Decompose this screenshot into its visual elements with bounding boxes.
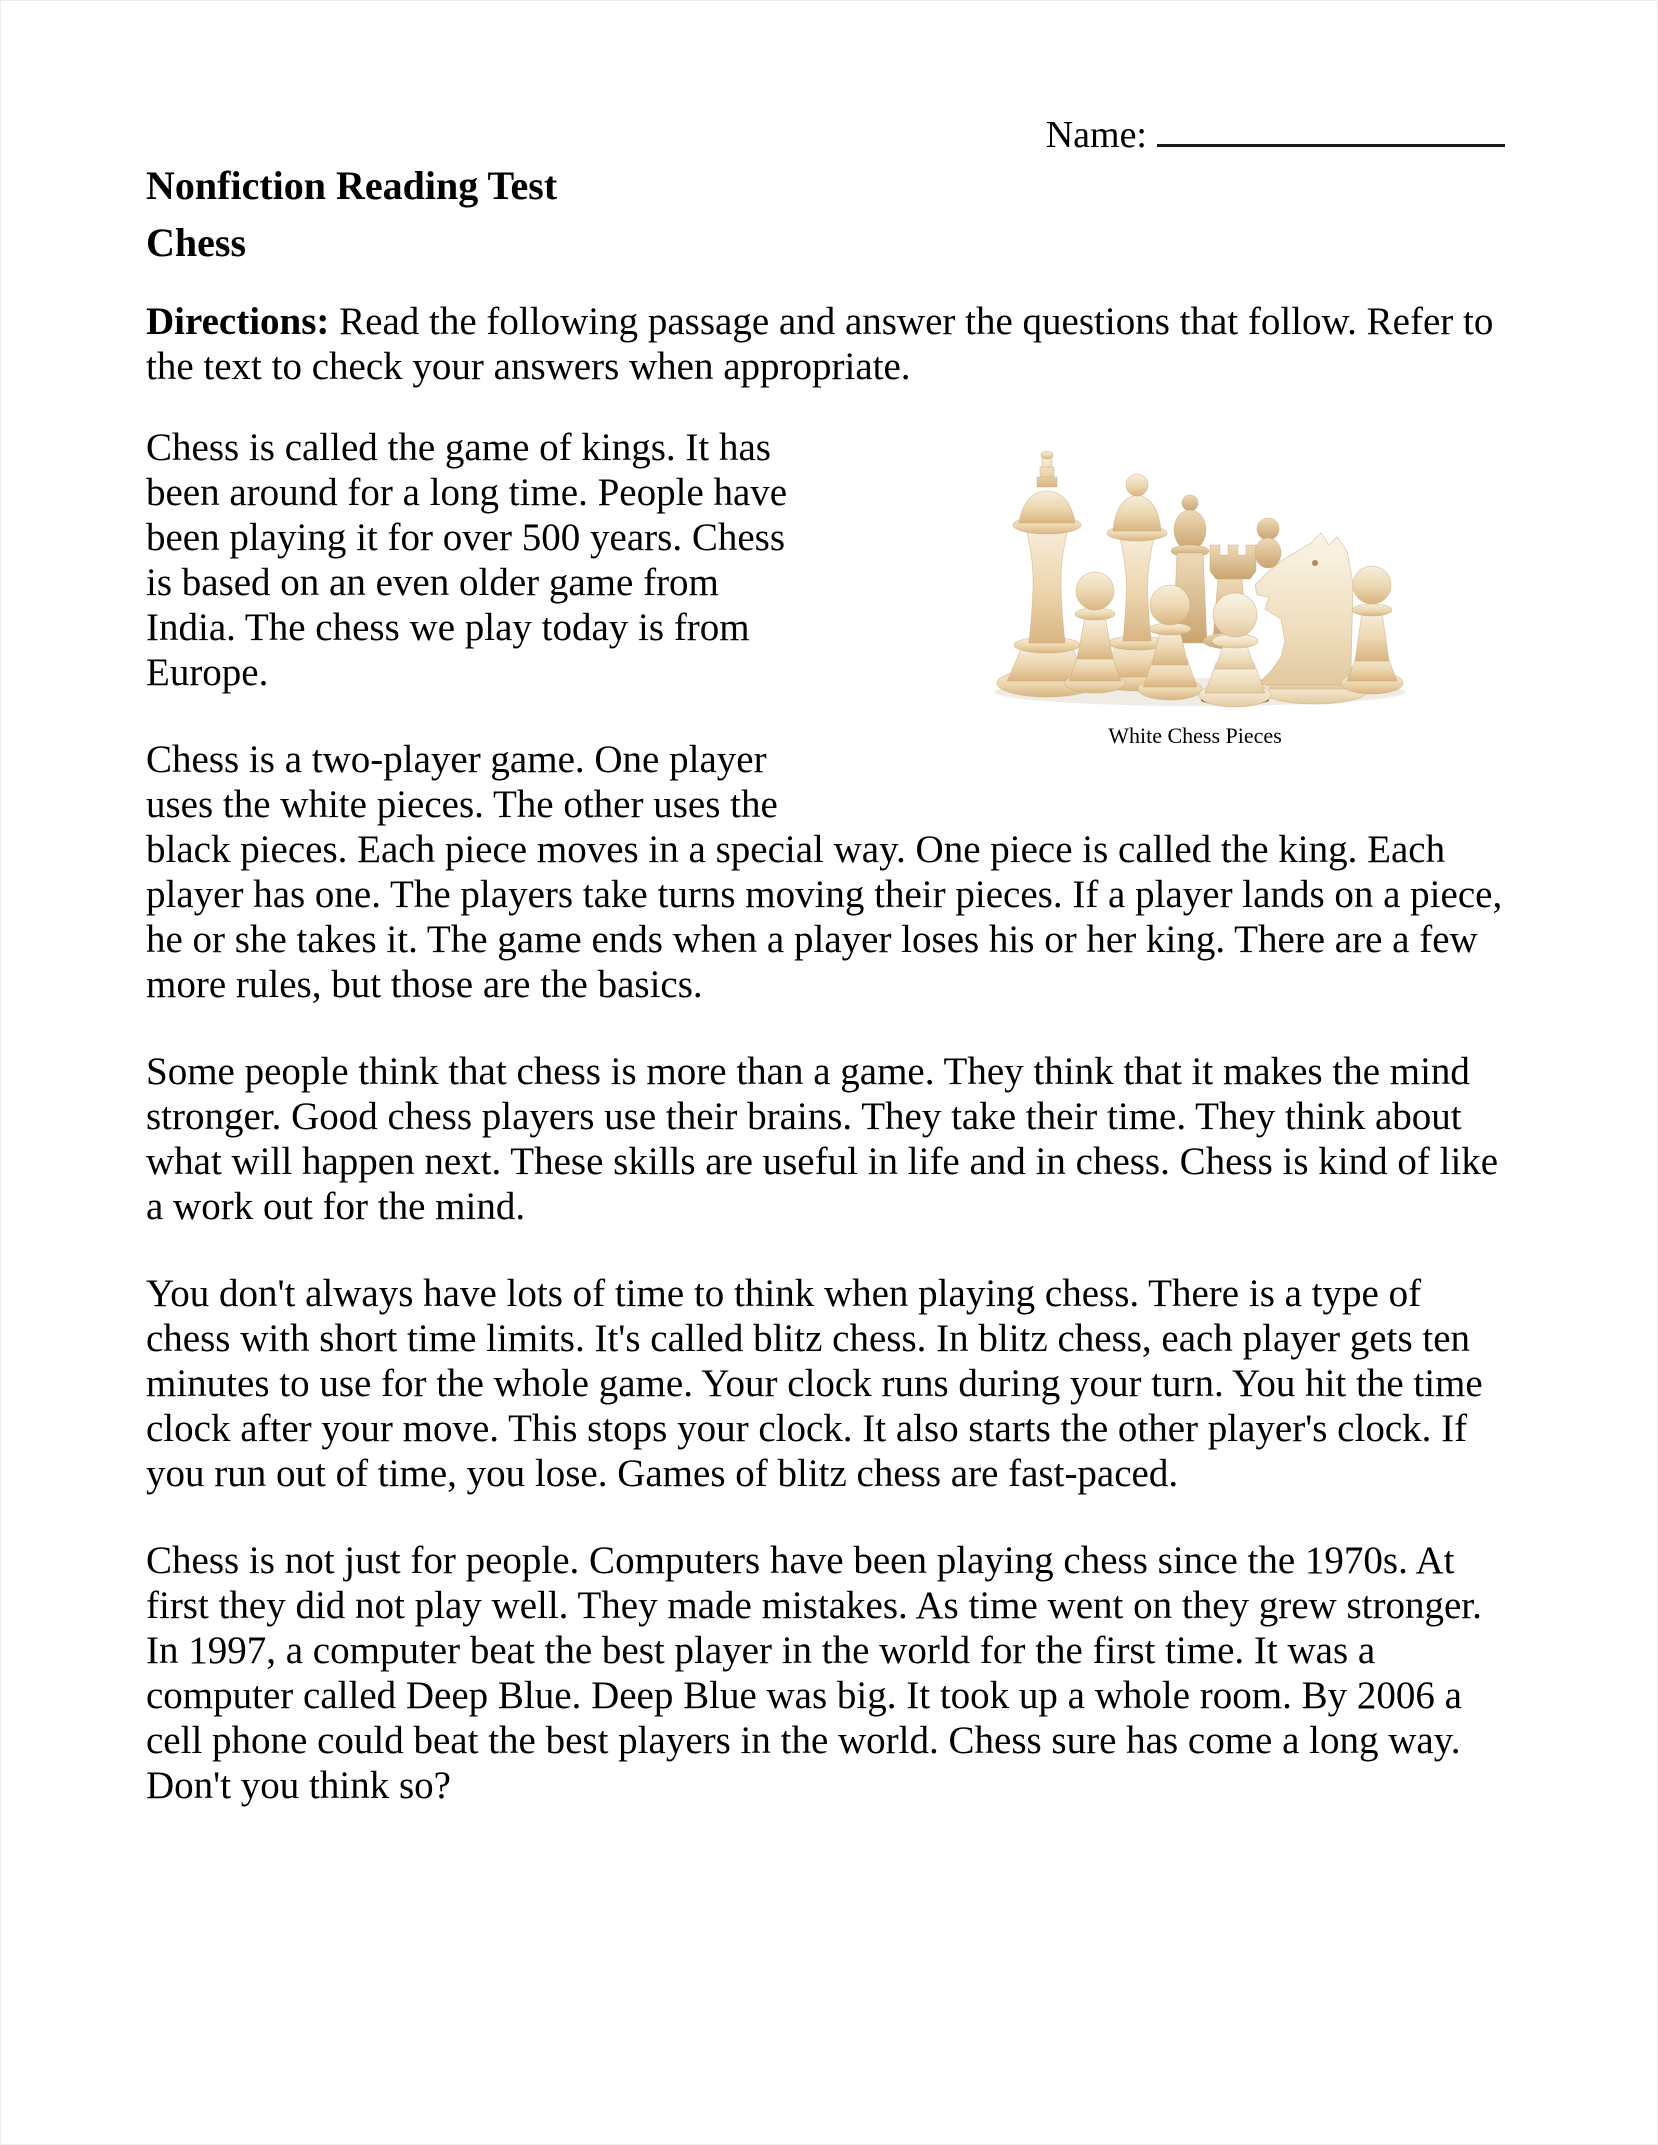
name-blank-line bbox=[1157, 114, 1505, 147]
directions-text: Read the following passage and answer the questions that follow. Refer to the text to check your answers when appropriate. bbox=[146, 300, 1494, 388]
directions-label: Directions: bbox=[146, 300, 330, 343]
reading-passage bbox=[146, 425, 1505, 1808]
pawn-piece bbox=[1065, 572, 1125, 693]
passage-paragraph-2: Chess is a two-player game. One player uses the white pieces. The other uses the black pieces. Each piece moves in a special way. One piece is called the king. Each player has one. The players take turns moving their pieces. If a player lands on a piece, he or she takes it. The game ends when a player loses his or her king. There are a few more rules, but those are the basics. bbox=[146, 738, 1503, 1006]
worksheet-title: Nonfiction Reading Test bbox=[146, 163, 558, 208]
passage-paragraph-1: Chess is called the game of kings. It has been around for a long time. People have been playing it for over 500 years. Chess is based on an even older game from India. The chess we play today is from Europe. bbox=[146, 426, 788, 694]
worksheet-subtitle: Chess bbox=[146, 220, 247, 265]
name-row bbox=[146, 113, 1505, 157]
passage-paragraph-5: Chess is not just for people. Computers have been playing chess since the 1970s. At first they did not play well. They made mistakes. As time went on they grew stronger. In 1997, a computer beat the best player in the world for the first time. It was a computer called Deep Blue. Deep Blue was big. It took up a whole room. By 2006 a cell phone could beat the best players in the world. Chess sure has come a long way. Don't you think so? bbox=[146, 1539, 1482, 1807]
name-label: Name: bbox=[1045, 114, 1147, 156]
passage-paragraph-3: Some people think that chess is more than a game. They think that it makes the mind stronger. Good chess players use their brains. They take their time. They think about what will happen next. These skills are useful in life and in chess. Chess is kind of like a work out for the mind. bbox=[146, 1050, 1499, 1228]
pawn-piece bbox=[1255, 518, 1281, 568]
passage-paragraph-4: You don't always have lots of time to think when playing chess. There is a type of chess with short time limits. It's called blitz chess. In blitz chess, each player gets ten minutes to use for the whole game. Your clock runs during your turn. You hit the time clock after your move. This stops your clock. It also starts the other player's clock. If you run out of time, you lose. Games of blitz chess are fast-paced. bbox=[146, 1272, 1483, 1495]
directions bbox=[146, 299, 1505, 389]
pawn-piece bbox=[1199, 593, 1271, 707]
title-block bbox=[146, 157, 1505, 271]
chess-figure bbox=[813, 425, 1505, 751]
figure-caption: White Chess Pieces bbox=[1108, 723, 1282, 748]
white-chess-pieces-image bbox=[985, 433, 1405, 711]
